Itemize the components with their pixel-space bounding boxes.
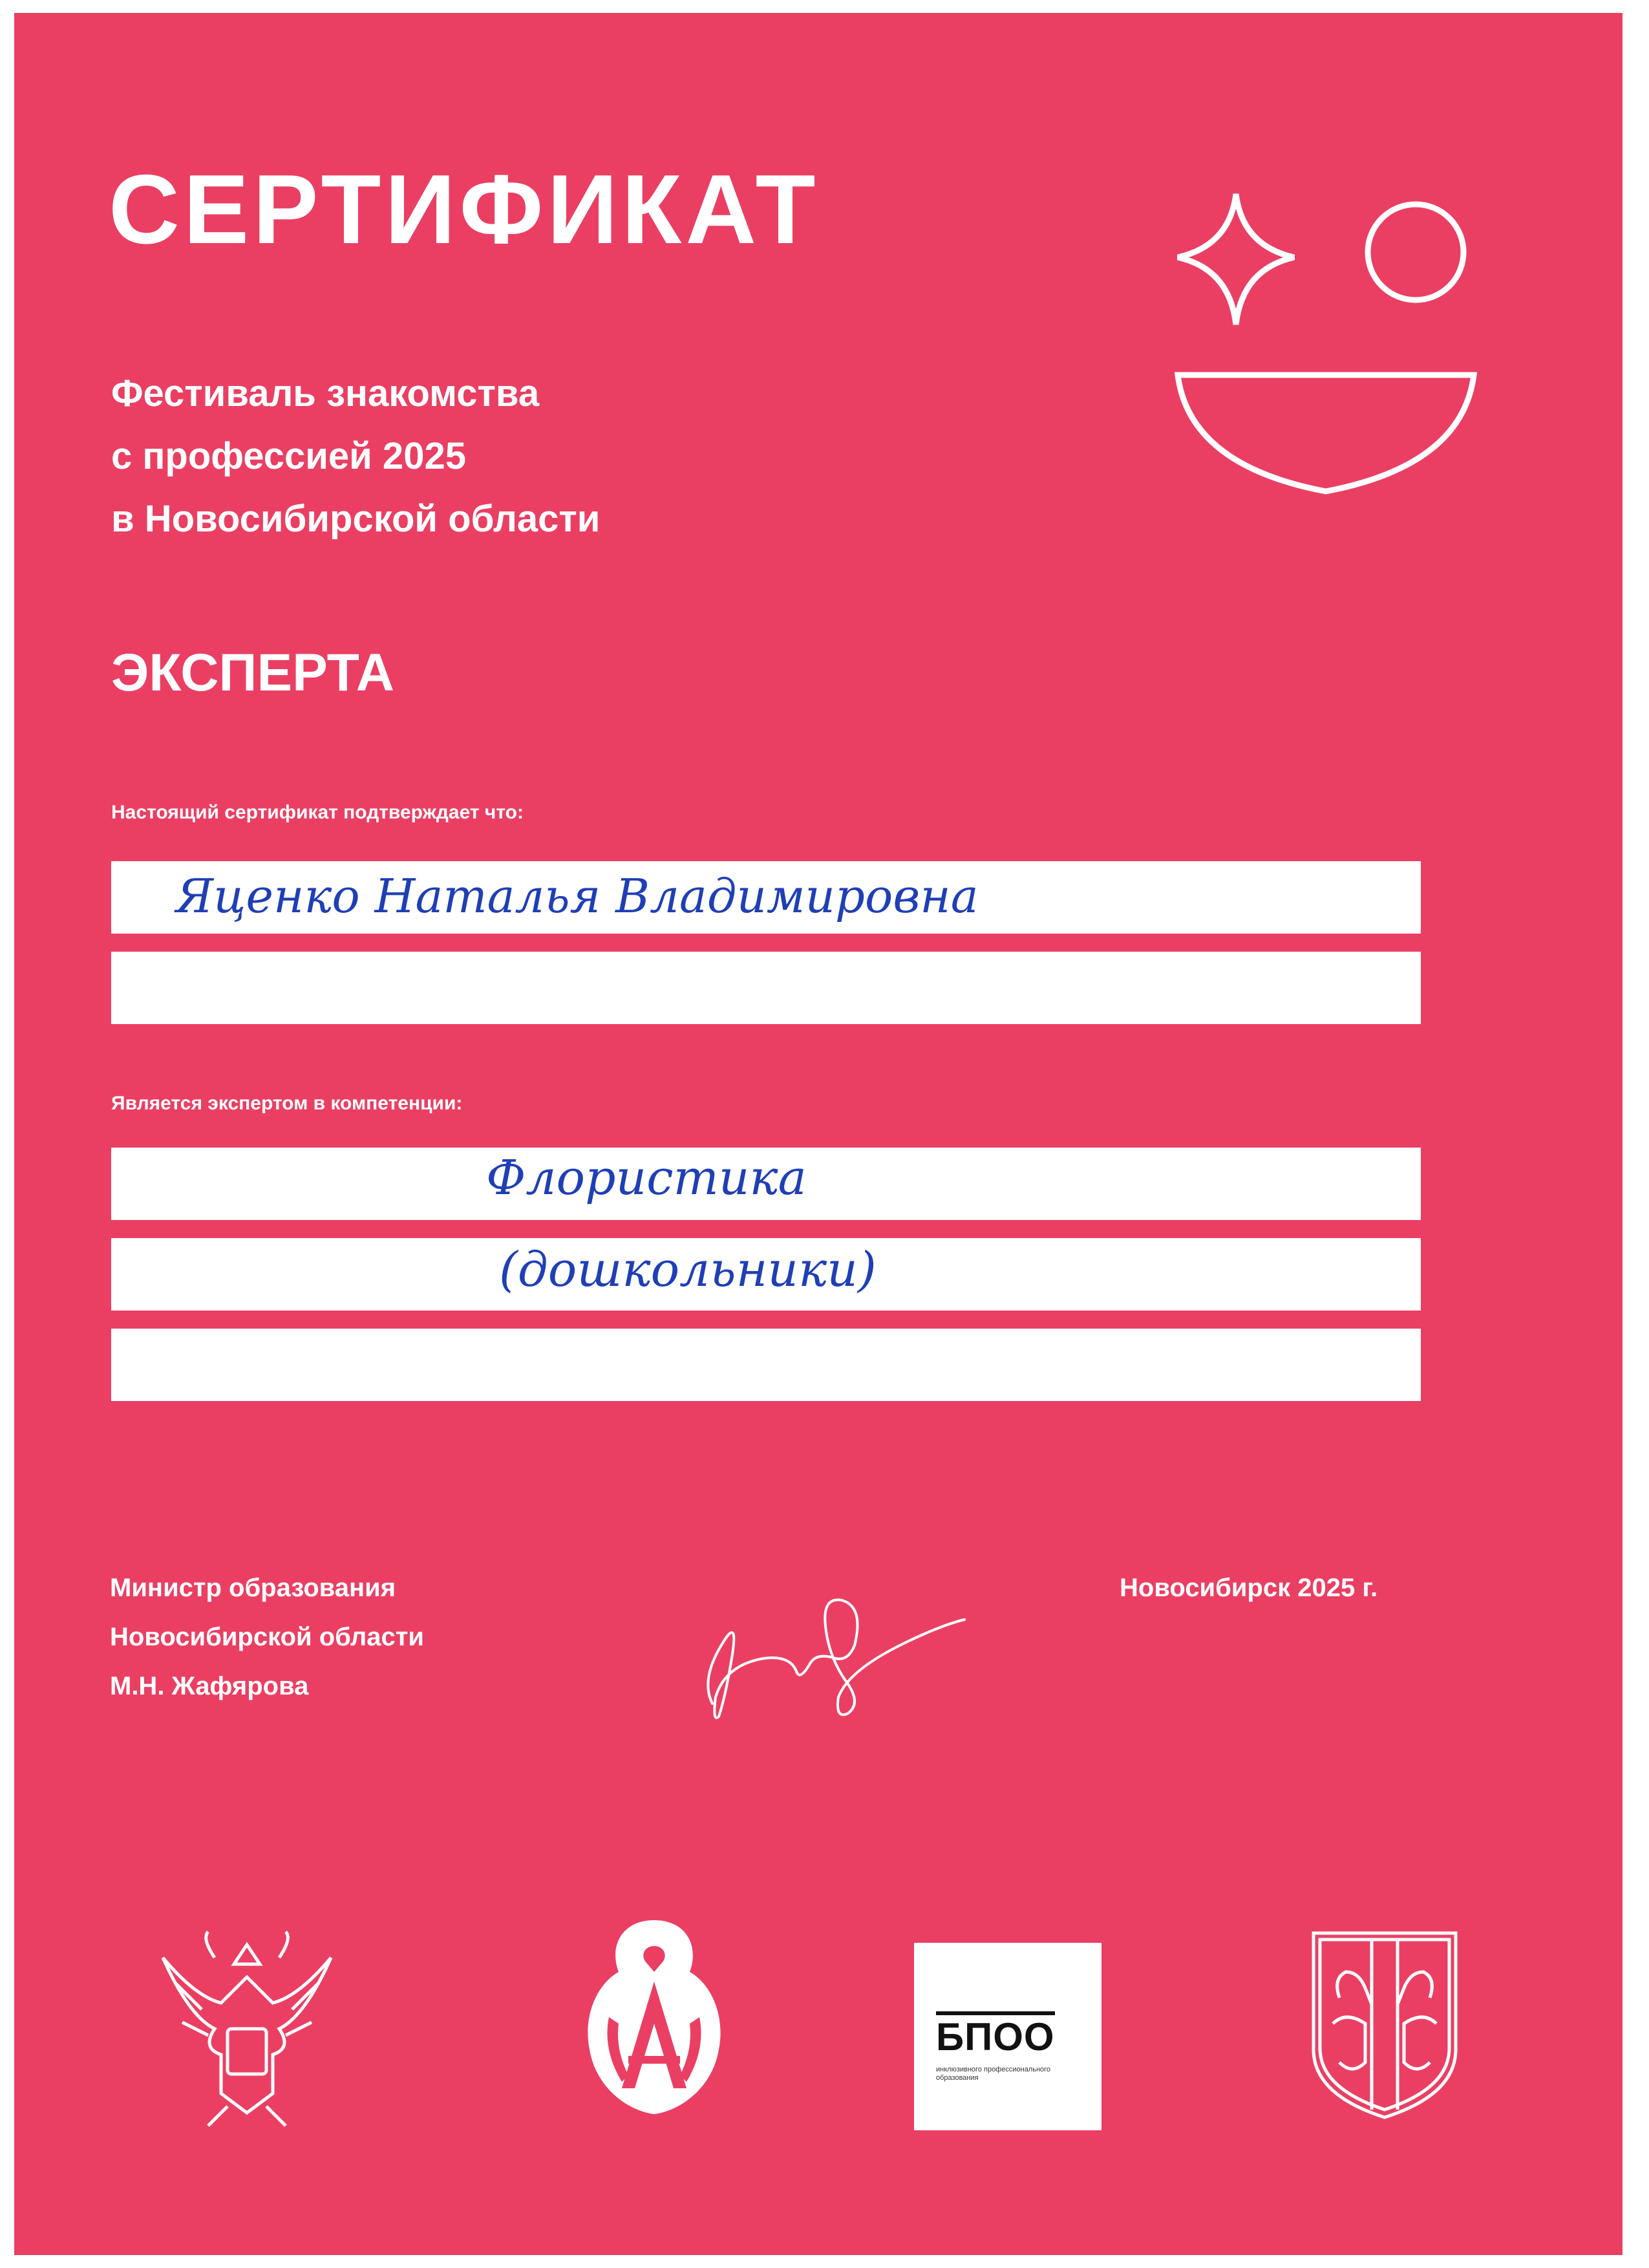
signer-line: Новосибирской области: [110, 1623, 424, 1651]
bpoo-subtitle: инклюзивного профессионального образования: [936, 2066, 1051, 2082]
logo-a-icon: [583, 1920, 725, 2114]
competence-detail: (дошкольники): [499, 1242, 877, 1298]
person-name: Яценко Наталья Владимировна: [176, 869, 979, 923]
four-point-star-icon: [1178, 194, 1294, 325]
role-heading: ЭКСПЕРТА: [111, 643, 394, 702]
circle-icon: [1368, 204, 1463, 300]
subtitle-line: с профессией 2025: [111, 435, 466, 477]
half-circle-icon: [1178, 375, 1474, 491]
name-field-line2: [111, 952, 1421, 1024]
signer-line: М.Н. Жафярова: [110, 1672, 309, 1700]
decorative-shapes: [1158, 181, 1495, 517]
signature-icon: [686, 1561, 984, 1729]
competence-field-line1: [111, 1148, 1421, 1220]
competence-label: Является экспертом в компетенции:: [111, 1093, 463, 1114]
coat-of-arms-novosibirsk-icon: [1307, 1927, 1462, 2121]
competence-name: Флористика: [486, 1150, 807, 1206]
competence-field-line3: [111, 1329, 1421, 1401]
certificate-title: СЕРТИФИКАТ: [109, 155, 820, 264]
certificate-sheet: [14, 13, 1622, 2255]
signer-line: Министр образования: [110, 1574, 396, 1602]
signer-block: [110, 1563, 424, 1711]
subtitle-line: Фестиваль знакомства: [111, 372, 540, 414]
bpoo-logo-icon: [914, 1943, 1101, 2130]
bpoo-title: БПОО: [936, 2011, 1055, 2057]
festival-subtitle: [111, 362, 600, 550]
name-field-line1: [111, 861, 1421, 934]
coat-of-arms-russia-icon: [137, 1919, 357, 2132]
subtitle-line: в Новосибирской области: [111, 498, 601, 540]
confirm-label: Настоящий сертификат подтверждает что:: [111, 802, 524, 823]
competence-field-line2: [111, 1238, 1421, 1311]
place-date: Новосибирск 2025 г.: [1120, 1574, 1378, 1602]
